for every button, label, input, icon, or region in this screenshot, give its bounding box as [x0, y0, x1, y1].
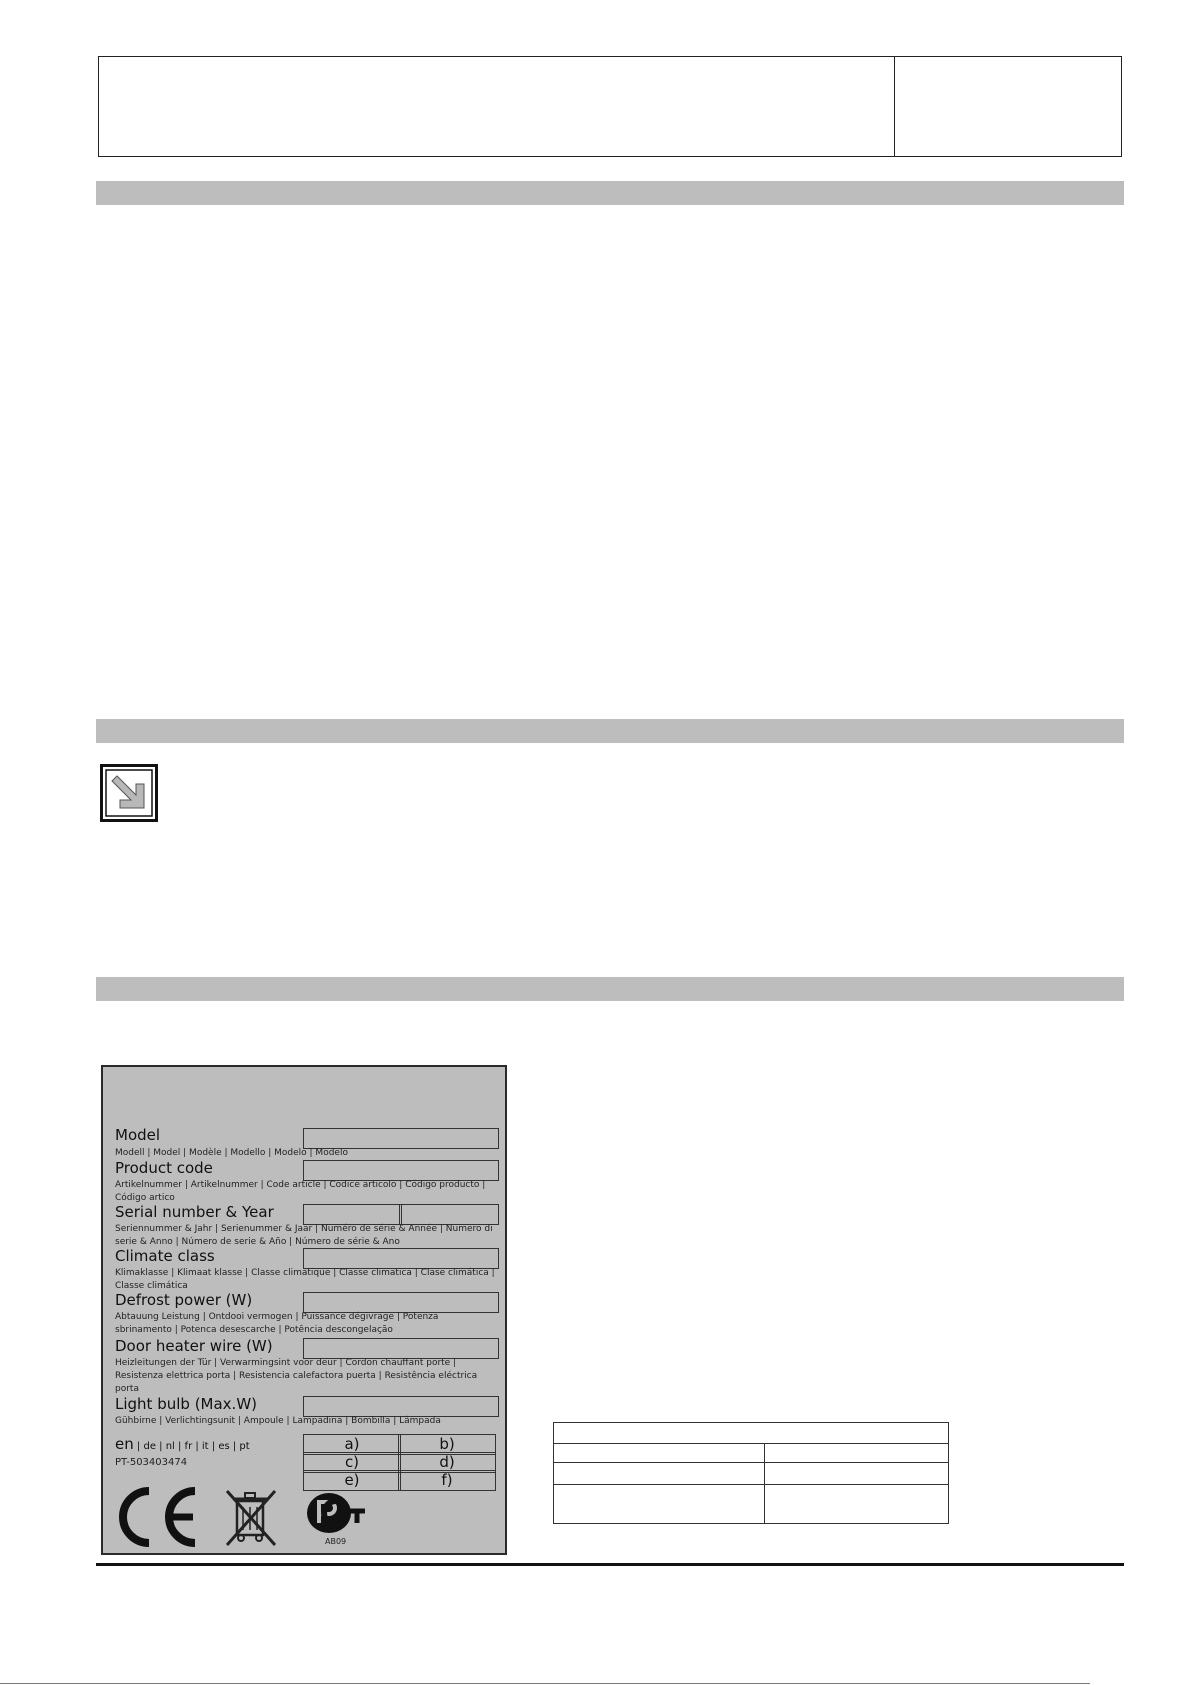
light-bulb-translations: Gühbirne | Verlichtingsunit | Ampoule | Lampadina | Bombilla | Lâmpada	[115, 1416, 441, 1426]
grid-cell-c: c)	[303, 1452, 401, 1473]
model-title: Model	[115, 1126, 161, 1144]
arrow-note-icon	[100, 764, 158, 822]
part-number: PT-503403474	[115, 1457, 188, 1468]
product-code-translations: Artikelnummer | Artikelnummer | Code article | Codice articolo | Código producto | Código artico	[115, 1180, 486, 1203]
serial-title: Serial number & Year	[115, 1203, 274, 1221]
ce-mark-icon	[113, 1487, 201, 1551]
legend-table-header	[554, 1423, 949, 1444]
grid-cell-e: e)	[303, 1470, 401, 1491]
section-bar-1	[96, 181, 1124, 205]
table-cell	[554, 1444, 765, 1463]
language-others: | de | nl | fr | it | es | pt	[133, 1441, 250, 1452]
climate-translations: Klimaklasse | Klimaat klasse | Classe climatique | Classe climatica | Clase climática | Classe climática	[115, 1268, 495, 1291]
pct-mark-icon	[305, 1491, 369, 1539]
model-field	[303, 1128, 499, 1149]
language-list	[115, 1435, 250, 1453]
grid-cell-a: a)	[303, 1434, 401, 1455]
product-code-field	[303, 1160, 499, 1181]
section-bar-2	[96, 719, 1124, 743]
grid-cell-f: f)	[398, 1470, 496, 1491]
serial-year-field	[399, 1204, 499, 1225]
language-primary: en	[115, 1435, 134, 1453]
table-cell	[765, 1444, 949, 1463]
table-cell	[765, 1463, 949, 1485]
climate-field	[303, 1248, 499, 1269]
model-translations: Modell | Model | Modèle | Modello | Modelo | Modelo	[115, 1148, 348, 1158]
bottom-rule	[96, 1563, 1124, 1566]
grid-cell-d: d)	[398, 1452, 496, 1473]
defrost-translations: Abtauung Leistung | Ontdooi vermogen | Puissance dégivrage | Potenza sbrinamento | Potenca desescarche | Potência descongelação	[115, 1312, 439, 1335]
pct-code: AB09	[325, 1537, 347, 1546]
table-cell	[554, 1485, 765, 1524]
serial-translations: Seriennummer & Jahr | Serienummer & Jaar | Numéro de série & Année | Numero di serie & Anno | Número de serie & Año | Número de série & Ano	[115, 1224, 493, 1247]
crossed-bin-icon	[223, 1487, 279, 1551]
climate-title: Climate class	[115, 1247, 215, 1265]
rating-plate-label	[101, 1065, 507, 1555]
footer-rule	[0, 1683, 1090, 1684]
light-bulb-title: Light bulb (Max.W)	[115, 1395, 258, 1413]
door-heater-translations: Heizleitungen der Tür | Verwarmingsint voor deur | Cordon chauffant porte | Resistenza elettrica porta | Resistencia calefactora puerta | Resistência eléctrica porta	[115, 1358, 478, 1394]
table-cell	[765, 1485, 949, 1524]
grid-cell-b: b)	[398, 1434, 496, 1455]
header-side-box	[894, 56, 1122, 157]
door-heater-field	[303, 1338, 499, 1359]
header-title-box	[98, 56, 895, 157]
product-code-title: Product code	[115, 1159, 213, 1177]
light-bulb-field	[303, 1396, 499, 1417]
section-bar-3	[96, 977, 1124, 1001]
table-cell	[554, 1463, 765, 1485]
defrost-title: Defrost power (W)	[115, 1291, 253, 1309]
door-heater-title: Door heater wire (W)	[115, 1337, 273, 1355]
defrost-field	[303, 1292, 499, 1313]
serial-number-field	[303, 1204, 402, 1225]
legend-table	[553, 1422, 949, 1524]
